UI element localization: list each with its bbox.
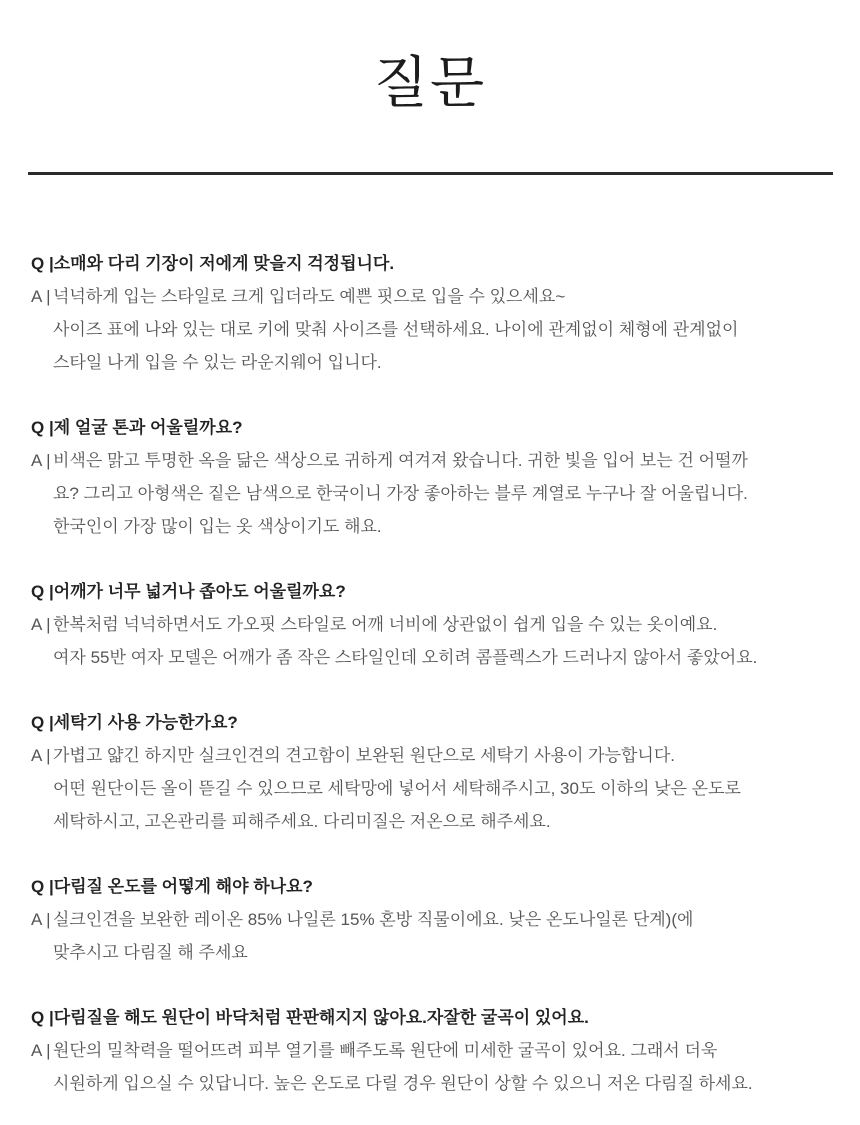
answer-text: 맞추시고 다림질 해 주세요 bbox=[53, 943, 248, 963]
answer-line bbox=[31, 444, 836, 477]
answer-prefix: A | bbox=[31, 910, 51, 930]
answer-prefix: A | bbox=[31, 451, 51, 471]
answer-line bbox=[31, 280, 836, 313]
answer-line bbox=[31, 1067, 836, 1100]
answer-line bbox=[31, 1034, 836, 1067]
question-text: 다림질을 해도 원단이 바닥처럼 판판해지지 않아요.자잘한 굴곡이 있어요. bbox=[53, 1008, 589, 1028]
question-prefix: Q | bbox=[31, 254, 54, 274]
answer-text: 한복처럼 넉넉하면서도 가오핏 스타일로 어깨 너비에 상관없이 쉽게 입을 수 있는 옷이예요. bbox=[53, 615, 718, 635]
answer-line bbox=[31, 805, 836, 838]
answer-line bbox=[31, 313, 836, 346]
answer-line bbox=[31, 641, 836, 674]
question-text: 소매와 다리 기장이 저에게 맞을지 걱정됩니다. bbox=[53, 254, 395, 274]
page-title: 질문 bbox=[373, 53, 487, 115]
answer-text: 넉넉하게 입는 스타일로 크게 입더라도 예쁜 핏으로 입을 수 있으세요~ bbox=[53, 287, 566, 307]
question-line bbox=[31, 411, 836, 444]
question-prefix: Q | bbox=[31, 877, 54, 897]
question-line bbox=[31, 706, 836, 739]
question-prefix: Q | bbox=[31, 582, 54, 602]
answer-line bbox=[31, 772, 836, 805]
answer-text: 세탁하시고, 고온관리를 피해주세요. 다리미질은 저온으로 해주세요. bbox=[53, 812, 551, 832]
question-line bbox=[31, 575, 836, 608]
answer-prefix: A | bbox=[31, 615, 51, 635]
answer-text: 실크인견을 보완한 레이온 85% 나일론 15% 혼방 직물이에요. 낮은 온도나일론 단계)(에 bbox=[53, 910, 694, 930]
answer-text: 어떤 원단이든 올이 뜯길 수 있으므로 세탁망에 넣어서 세탁해주시고, 30도 이하의 낮은 온도로 bbox=[53, 779, 741, 799]
answer-line bbox=[31, 346, 836, 379]
question-text: 제 얼굴 톤과 어울릴까요? bbox=[53, 418, 243, 438]
question-text: 다림질 온도를 어떻게 해야 하나요? bbox=[53, 877, 313, 897]
answer-text: 요? 그리고 아형색은 짙은 남색으로 한국이니 가장 좋아하는 블루 계열로 누구나 잘 어울립니다. bbox=[53, 484, 748, 504]
answer-line bbox=[31, 510, 836, 543]
question-prefix: Q | bbox=[31, 418, 54, 438]
qa-block bbox=[31, 870, 836, 969]
answer-line bbox=[31, 739, 836, 772]
qa-list bbox=[0, 247, 860, 1100]
question-prefix: Q | bbox=[31, 713, 54, 733]
answer-text: 원단의 밀착력을 떨어뜨려 피부 열기를 빼주도록 원단에 미세한 굴곡이 있어요. 그래서 더욱 bbox=[53, 1041, 718, 1061]
divider-rule bbox=[28, 172, 833, 175]
answer-text: 여자 55반 여자 모델은 어깨가 좀 작은 스타일인데 오히려 콤플렉스가 드러나지 않아서 좋았어요. bbox=[53, 648, 758, 668]
question-line bbox=[31, 870, 836, 903]
question-line bbox=[31, 247, 836, 280]
qa-block bbox=[31, 575, 836, 674]
answer-line bbox=[31, 608, 836, 641]
answer-line bbox=[31, 903, 836, 936]
answer-text: 비색은 맑고 투명한 옥을 닮은 색상으로 귀하게 여겨져 왔습니다. 귀한 빛을 입어 보는 건 어떨까 bbox=[53, 451, 748, 471]
question-text: 세탁기 사용 가능한가요? bbox=[53, 713, 238, 733]
answer-prefix: A | bbox=[31, 287, 51, 307]
answer-line bbox=[31, 936, 836, 969]
qa-block bbox=[31, 1001, 836, 1100]
answer-text: 시원하게 입으실 수 있답니다. 높은 온도로 다릴 경우 원단이 상할 수 있으니 저온 다림질 하세요. bbox=[53, 1074, 753, 1094]
answer-text: 가볍고 얇긴 하지만 실크인견의 견고함이 보완된 원단으로 세탁기 사용이 가능합니다. bbox=[53, 746, 676, 766]
answer-line bbox=[31, 477, 836, 510]
question-text: 어깨가 너무 넓거나 좁아도 어울릴까요? bbox=[53, 582, 346, 602]
qa-block bbox=[31, 411, 836, 543]
qa-block bbox=[31, 247, 836, 379]
question-line bbox=[31, 1001, 836, 1034]
answer-text: 한국인이 가장 많이 입는 옷 색상이기도 해요. bbox=[53, 517, 382, 537]
question-prefix: Q | bbox=[31, 1008, 54, 1028]
answer-text: 스타일 나게 입을 수 있는 라운지웨어 입니다. bbox=[53, 353, 382, 373]
answer-prefix: A | bbox=[31, 1041, 51, 1061]
qa-block bbox=[31, 706, 836, 838]
answer-prefix: A | bbox=[31, 746, 51, 766]
answer-text: 사이즈 표에 나와 있는 대로 키에 맞춰 사이즈를 선택하세요. 나이에 관계없이 체형에 관계없이 bbox=[53, 320, 739, 340]
